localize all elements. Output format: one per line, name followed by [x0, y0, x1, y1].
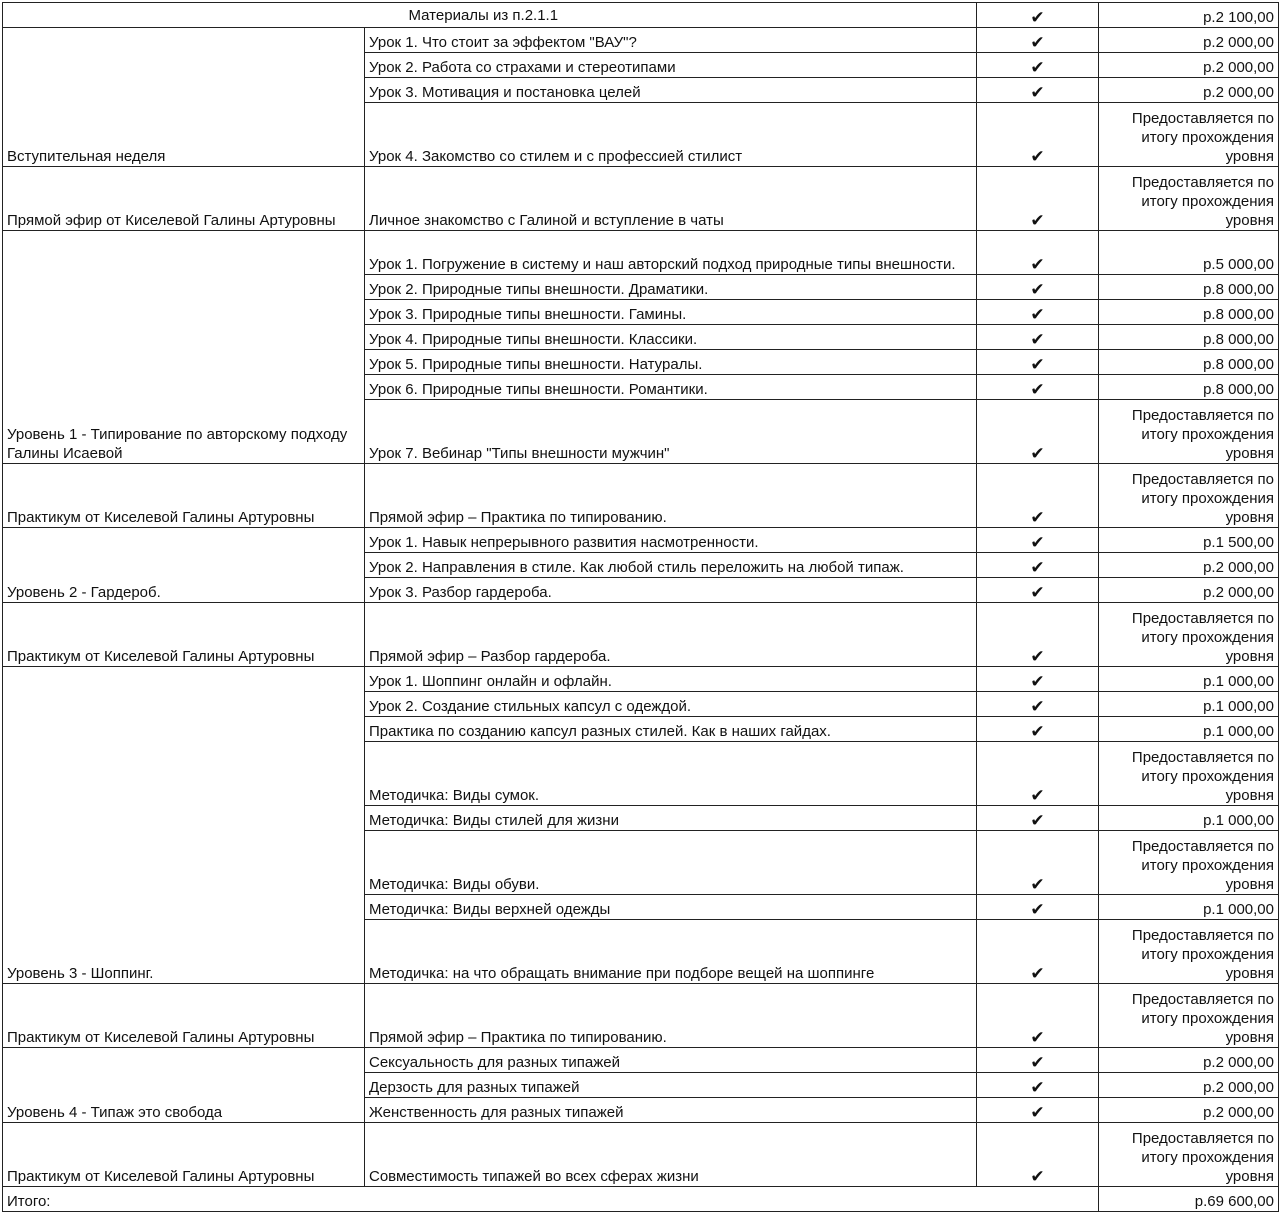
- check-mark-icon: ✔: [977, 578, 1099, 603]
- lesson-cell: Урок 4. Природные типы внешности. Классики.: [365, 325, 977, 350]
- check-mark-icon: ✔: [977, 78, 1099, 103]
- table-row: [3, 167, 1279, 231]
- check-mark-icon: ✔: [977, 231, 1099, 275]
- check-mark-icon: ✔: [977, 167, 1099, 231]
- lesson-cell: Методичка: Виды обуви.: [365, 831, 977, 895]
- lesson-cell: Сексуальность для разных типажей: [365, 1048, 977, 1073]
- check-mark-icon: ✔: [977, 984, 1099, 1048]
- price-cell: Предоставляется по итогу прохождения уровня: [1099, 742, 1279, 806]
- price-cell: р.2 000,00: [1099, 553, 1279, 578]
- section-cell: Практикум от Киселевой Галины Артуровны: [3, 603, 365, 667]
- price-cell: р.5 000,00: [1099, 231, 1279, 275]
- price-cell: р.2 000,00: [1099, 78, 1279, 103]
- price-cell: р.2 000,00: [1099, 1098, 1279, 1123]
- section-cell: Практикум от Киселевой Галины Артуровны: [3, 984, 365, 1048]
- table-row: [3, 984, 1279, 1048]
- check-mark-icon: ✔: [977, 275, 1099, 300]
- check-mark-icon: ✔: [977, 400, 1099, 464]
- price-cell: р.1 000,00: [1099, 895, 1279, 920]
- lesson-cell: Методичка: на что обращать внимание при подборе вещей на шоппинге: [365, 920, 977, 984]
- lesson-cell: Урок 7. Вебинар "Типы внешности мужчин": [365, 400, 977, 464]
- check-mark-icon: ✔: [977, 528, 1099, 553]
- lesson-cell: Прямой эфир – Практика по типированию.: [365, 984, 977, 1048]
- lesson-cell: Урок 3. Разбор гардероба.: [365, 578, 977, 603]
- lesson-cell: Практика по созданию капсул разных стилей. Как в наших гайдах.: [365, 717, 977, 742]
- check-mark-icon: ✔: [977, 1098, 1099, 1123]
- section-cell: Уровень 1 - Типирование по авторскому подходу Галины Исаевой: [3, 231, 365, 464]
- price-cell: Предоставляется по итогу прохождения уровня: [1099, 464, 1279, 528]
- lesson-cell: Женственность для разных типажей: [365, 1098, 977, 1123]
- section-cell: [3, 3, 365, 28]
- total-label: Итого:: [3, 1187, 1099, 1212]
- lesson-cell: Урок 3. Природные типы внешности. Гамины.: [365, 300, 977, 325]
- check-mark-icon: ✔: [977, 53, 1099, 78]
- price-cell: р.2 000,00: [1099, 28, 1279, 53]
- check-mark-icon: ✔: [977, 717, 1099, 742]
- price-cell: Предоставляется по итогу прохождения уровня: [1099, 603, 1279, 667]
- check-mark-icon: ✔: [977, 831, 1099, 895]
- price-cell: р.8 000,00: [1099, 350, 1279, 375]
- table-row: [3, 1123, 1279, 1187]
- lesson-cell: Материалы из п.2.1.1: [365, 3, 977, 28]
- price-cell: Предоставляется по итогу прохождения уровня: [1099, 167, 1279, 231]
- section-cell: Прямой эфир от Киселевой Галины Артуровны: [3, 167, 365, 231]
- lesson-cell: Личное знакомство с Галиной и вступление в чаты: [365, 167, 977, 231]
- check-mark-icon: ✔: [977, 1048, 1099, 1073]
- check-mark-icon: ✔: [977, 742, 1099, 806]
- check-mark-icon: ✔: [977, 300, 1099, 325]
- price-cell: р.1 000,00: [1099, 806, 1279, 831]
- lesson-cell: Урок 1. Что стоит за эффектом "ВАУ"?: [365, 28, 977, 53]
- check-mark-icon: ✔: [977, 28, 1099, 53]
- check-mark-icon: ✔: [977, 350, 1099, 375]
- table-row: [3, 528, 1279, 553]
- price-cell: р.8 000,00: [1099, 275, 1279, 300]
- lesson-cell: Урок 1. Шоппинг онлайн и офлайн.: [365, 667, 977, 692]
- price-cell: р.2 000,00: [1099, 1073, 1279, 1098]
- section-cell: Вступительная неделя: [3, 28, 365, 167]
- table-row: [3, 667, 1279, 692]
- check-mark-icon: ✔: [977, 667, 1099, 692]
- price-cell: р.2 000,00: [1099, 1048, 1279, 1073]
- lesson-cell: Дерзость для разных типажей: [365, 1073, 977, 1098]
- price-cell: Предоставляется по итогу прохождения уровня: [1099, 920, 1279, 984]
- check-mark-icon: ✔: [977, 920, 1099, 984]
- price-cell: Предоставляется по итогу прохождения уровня: [1099, 1123, 1279, 1187]
- price-cell: р.1 000,00: [1099, 717, 1279, 742]
- price-cell: Предоставляется по итогу прохождения уровня: [1099, 984, 1279, 1048]
- check-mark-icon: ✔: [977, 325, 1099, 350]
- section-cell: Уровень 3 - Шоппинг.: [3, 667, 365, 984]
- check-mark-icon: ✔: [977, 375, 1099, 400]
- lesson-cell: Урок 2. Направления в стиле. Как любой стиль переложить на любой типаж.: [365, 553, 977, 578]
- lesson-cell: Прямой эфир – Разбор гардероба.: [365, 603, 977, 667]
- price-cell: Предоставляется по итогу прохождения уровня: [1099, 103, 1279, 167]
- lesson-cell: Методичка: Виды верхней одежды: [365, 895, 977, 920]
- lesson-cell: Методичка: Виды сумок.: [365, 742, 977, 806]
- price-cell: р.8 000,00: [1099, 325, 1279, 350]
- lesson-cell: Урок 1. Погружение в систему и наш авторский подход природные типы внешности.: [365, 231, 977, 275]
- lesson-cell: Урок 5. Природные типы внешности. Натуралы.: [365, 350, 977, 375]
- total-price: р.69 600,00: [1099, 1187, 1279, 1212]
- lesson-cell: Урок 2. Создание стильных капсул с одеждой.: [365, 692, 977, 717]
- lesson-cell: Урок 6. Природные типы внешности. Романтики.: [365, 375, 977, 400]
- price-cell: р.8 000,00: [1099, 300, 1279, 325]
- course-price-table: [2, 2, 1279, 1212]
- check-mark-icon: ✔: [977, 692, 1099, 717]
- section-cell: Уровень 2 - Гардероб.: [3, 528, 365, 603]
- price-cell: р.8 000,00: [1099, 375, 1279, 400]
- table-row: [3, 28, 1279, 53]
- price-cell: Предоставляется по итогу прохождения уровня: [1099, 400, 1279, 464]
- price-cell: р.2 000,00: [1099, 578, 1279, 603]
- check-mark-icon: ✔: [977, 553, 1099, 578]
- price-cell: Предоставляется по итогу прохождения уровня: [1099, 831, 1279, 895]
- check-mark-icon: ✔: [977, 1073, 1099, 1098]
- lesson-cell: Урок 4. Закомство со стилем и с профессией стилист: [365, 103, 977, 167]
- lesson-cell: Урок 2. Природные типы внешности. Драматики.: [365, 275, 977, 300]
- lesson-cell: Прямой эфир – Практика по типированию.: [365, 464, 977, 528]
- table-row: [3, 3, 1279, 28]
- price-cell: р.1 000,00: [1099, 692, 1279, 717]
- check-mark-icon: ✔: [977, 103, 1099, 167]
- lesson-cell: Урок 2. Работа со страхами и стереотипами: [365, 53, 977, 78]
- price-cell: р.1 500,00: [1099, 528, 1279, 553]
- total-row: [3, 1187, 1279, 1212]
- lesson-cell: Методичка: Виды стилей для жизни: [365, 806, 977, 831]
- section-cell: Практикум от Киселевой Галины Артуровны: [3, 1123, 365, 1187]
- section-cell: Практикум от Киселевой Галины Артуровны: [3, 464, 365, 528]
- lesson-cell: Совместимость типажей во всех сферах жизни: [365, 1123, 977, 1187]
- price-cell: р.2 000,00: [1099, 53, 1279, 78]
- table-row: [3, 1048, 1279, 1073]
- check-mark-icon: ✔: [977, 1123, 1099, 1187]
- lesson-cell: Урок 3. Мотивация и постановка целей: [365, 78, 977, 103]
- price-cell: р.2 100,00: [1099, 3, 1279, 28]
- table-row: [3, 603, 1279, 667]
- price-cell: р.1 000,00: [1099, 667, 1279, 692]
- check-mark-icon: ✔: [977, 3, 1099, 28]
- table-row: [3, 464, 1279, 528]
- lesson-cell: Урок 1. Навык непрерывного развития насмотренности.: [365, 528, 977, 553]
- check-mark-icon: ✔: [977, 603, 1099, 667]
- check-mark-icon: ✔: [977, 806, 1099, 831]
- table-row: [3, 231, 1279, 275]
- check-mark-icon: ✔: [977, 895, 1099, 920]
- check-mark-icon: ✔: [977, 464, 1099, 528]
- section-cell: Уровень 4 - Типаж это свобода: [3, 1048, 365, 1123]
